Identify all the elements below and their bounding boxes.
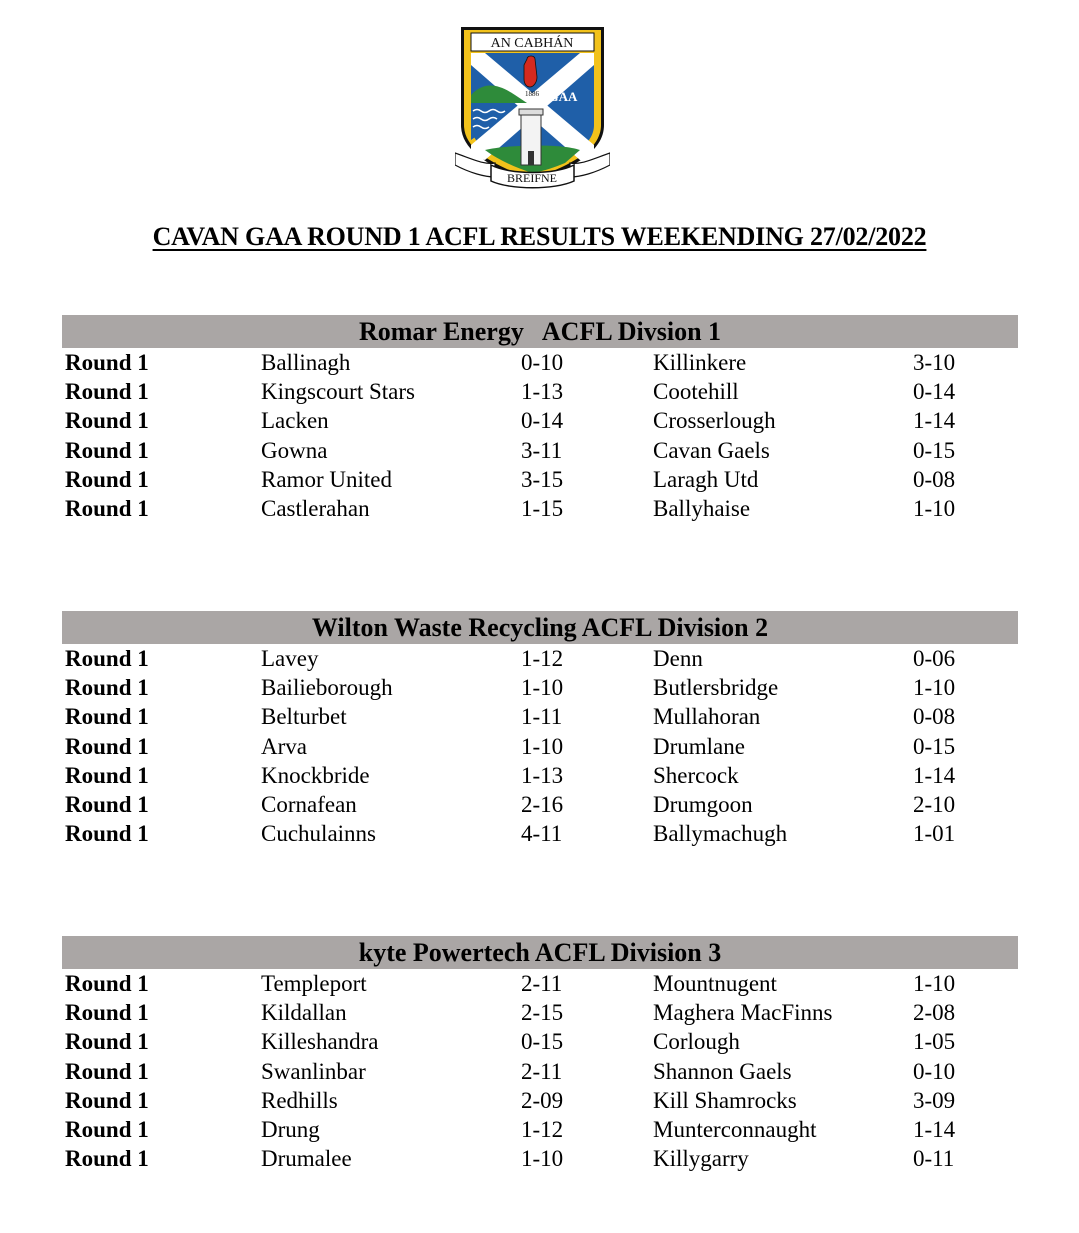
away-team: Munterconnaught [653,1116,817,1142]
fixture-row [62,1027,1018,1056]
away-team: Shannon Gaels [653,1058,792,1084]
home-team: Swanlinbar [261,1058,366,1084]
away-score: 0-14 [913,379,956,405]
home-team: Bailieborough [261,675,393,701]
home-score: 1-13 [521,762,564,788]
svg-text:BREIFNE: BREIFNE [506,171,558,185]
away-score: 2-10 [913,791,956,817]
round-label: Round 1 [65,1000,149,1026]
away-team: Drumlane [653,733,745,759]
away-score: 1-14 [913,1116,956,1142]
away-score: 0-15 [913,733,956,759]
round-label: Round 1 [65,408,149,434]
round-label: Round 1 [65,379,149,405]
home-score: 1-12 [521,1116,564,1142]
home-team: Castlerahan [261,495,370,521]
away-score: 0-08 [913,704,956,730]
away-team: Mullahoran [653,704,761,730]
away-team: Maghera MacFinns [653,1000,833,1026]
fixture-row [62,1144,1018,1173]
home-team: Gowna [261,437,328,463]
fixture-row [62,644,1018,673]
away-score: 0-06 [913,646,956,671]
away-team: Butlersbridge [653,675,779,701]
fixture-row [62,790,1018,819]
fixture-row [62,406,1018,435]
home-score: 1-12 [521,646,564,671]
division-3-section [62,936,1018,1173]
home-team: Drumalee [261,1146,352,1172]
crest-icon [455,25,610,190]
home-score: 4-11 [521,821,563,847]
away-team: Laragh Utd [653,466,759,492]
away-score: 3-10 [913,350,956,375]
away-team: Kill Shamrocks [653,1087,797,1113]
round-label: Round 1 [65,762,149,788]
round-label: Round 1 [65,1116,149,1142]
svg-text:1886: 1886 [525,90,539,98]
away-team: Ballymachugh [653,821,788,847]
fixture-row [62,1086,1018,1115]
away-team: Killinkere [653,350,747,375]
round-label: Round 1 [65,733,149,759]
fixture-row [62,465,1018,494]
fixture-row [62,761,1018,790]
away-score: 0-10 [913,1058,956,1084]
fixture-row [62,1115,1018,1144]
round-label: Round 1 [65,971,149,996]
away-team: Corlough [653,1029,740,1055]
home-score: 2-11 [521,1058,563,1084]
division-header: Romar Energy ACFL Divsion 1 [62,315,1018,348]
home-score: 1-10 [521,1146,564,1172]
away-score: 2-08 [913,1000,956,1026]
round-label: Round 1 [65,466,149,492]
home-score: 3-15 [521,466,564,492]
away-score: 3-09 [913,1087,956,1113]
home-score: 2-15 [521,1000,564,1026]
away-score: 1-05 [913,1029,956,1055]
division-header: Wilton Waste Recycling ACFL Division 2 [62,611,1018,644]
fixture-row [62,377,1018,406]
fixture-row [62,702,1018,731]
round-label: Round 1 [65,675,149,701]
away-team: Killygarry [653,1146,749,1172]
home-score: 0-14 [521,408,564,434]
fixture-row [62,998,1018,1027]
away-team: Drumgoon [653,791,753,817]
home-score: 3-11 [521,437,563,463]
round-label: Round 1 [65,646,149,671]
round-label: Round 1 [65,1146,149,1172]
away-team: Ballyhaise [653,495,751,521]
fixture-row [62,494,1018,523]
cavan-gaa-crest [455,25,610,190]
home-score: 1-11 [521,704,563,730]
fixture-row [62,673,1018,702]
home-team: Kingscourt Stars [261,379,415,405]
away-score: 1-10 [913,971,956,996]
away-team: Crosserlough [653,408,776,434]
page-title: CAVAN GAA ROUND 1 ACFL RESULTS WEEKENDING 27/02/2022 [152,222,927,251]
home-team: Lavey [261,646,319,671]
home-team: Arva [261,733,307,759]
svg-text:GAA: GAA [548,89,578,104]
home-team: Kildallan [261,1000,347,1026]
away-score: 1-14 [913,408,956,434]
fixture-row [62,969,1018,998]
round-label: Round 1 [65,437,149,463]
away-score: 0-15 [913,437,956,463]
away-score: 1-01 [913,821,956,847]
home-score: 1-10 [521,733,564,759]
round-label: Round 1 [65,1058,149,1084]
home-score: 0-15 [521,1029,564,1055]
round-label: Round 1 [65,350,149,375]
fixture-row [62,348,1018,377]
home-team: Cornafean [261,791,357,817]
home-team: Killeshandra [261,1029,379,1055]
away-score: 1-10 [913,675,956,701]
home-team: Cuchulainns [261,821,376,847]
away-score: 0-08 [913,466,956,492]
home-team: Knockbride [261,762,370,788]
fixture-row [62,1057,1018,1086]
home-score: 1-10 [521,675,564,701]
fixture-row [62,436,1018,465]
home-score: 0-10 [521,350,564,375]
division-1-section [62,315,1018,523]
home-team: Templeport [261,971,367,996]
round-label: Round 1 [65,791,149,817]
home-score: 2-11 [521,971,563,996]
home-team: Redhills [261,1087,338,1113]
division-header: kyte Powertech ACFL Division 3 [62,936,1018,969]
svg-text:AN CABHÁN: AN CABHÁN [490,36,574,51]
away-team: Shercock [653,762,739,788]
division-2-section [62,611,1018,848]
away-team: Denn [653,646,703,671]
fixture-row [62,732,1018,761]
home-score: 1-13 [521,379,564,405]
home-team: Drung [261,1116,320,1142]
home-score: 1-15 [521,495,564,521]
home-team: Lacken [261,408,329,434]
fixture-row [62,819,1018,848]
home-score: 2-16 [521,791,564,817]
away-score: 1-10 [913,495,956,521]
home-score: 2-09 [521,1087,564,1113]
home-team: Ballinagh [261,350,351,375]
round-label: Round 1 [65,1029,149,1055]
round-label: Round 1 [65,704,149,730]
round-label: Round 1 [65,821,149,847]
round-label: Round 1 [65,1087,149,1113]
away-team: Cavan Gaels [653,437,770,463]
home-team: Belturbet [261,704,347,730]
away-team: Mountnugent [653,971,777,996]
away-score: 0-11 [913,1146,955,1172]
away-team: Cootehill [653,379,739,405]
home-team: Ramor United [261,466,392,492]
away-score: 1-14 [913,762,956,788]
round-label: Round 1 [65,495,149,521]
